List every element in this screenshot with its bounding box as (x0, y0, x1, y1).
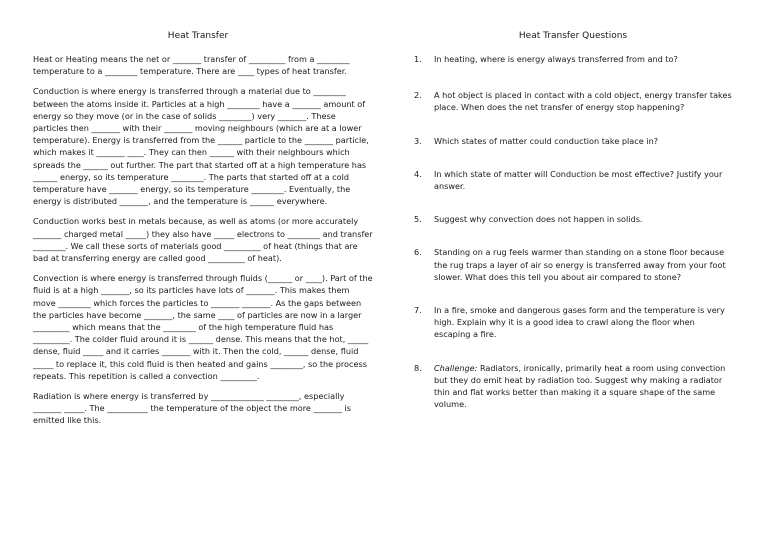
question-number: 2. (414, 90, 422, 101)
heat-transfer-notes-column (33, 31, 373, 435)
question-number: 3. (414, 135, 422, 146)
question-item (414, 53, 732, 65)
paragraph-conduction: Conduction is where energy is transferred through a material due to ________ between the atoms inside it. Particles at a high ________ have a _______ amount of energy so they move (or in the case of solids ________) very _______. These particles then _______ with their _______ moving neighbours (which are at a lower temperature). Energy is transferred from the ______ particle to the _______ particle, which makes it _______ ____. They can then ______ with their neighbours which spreads the ______ out further. The part that started off at a high temperature has ______ energy, so its temperature ________. The parts that started off at a cold temperature have _______ energy, so its temperature ________. Eventually, the energy is distributed _______, and the temperature is ______ everywhere. (33, 86, 369, 207)
question-item (414, 213, 732, 225)
paragraph-conduction-metals: Conduction works best in metals because, as well as atoms (or more accurately _______ charged metal _____) they also have _____ electrons to ________ and transfer ________. We call these sorts of materials good _________ of heat (things that are bad at transferring energy are called good _________ of heat). (33, 216, 373, 264)
question-text: Suggest why convection does not happen in solids. (434, 214, 643, 225)
question-text: In which state of matter will Conduction be most effective? Justify your answer. (434, 168, 723, 192)
question-number: 5. (414, 214, 422, 225)
question-text: Which states of matter could conduction take place in? (434, 135, 659, 146)
question-text: A hot object is placed in contact with a cold object, energy transfer takes place. When does the net transfer of energy stop happening? (434, 90, 732, 113)
question-text: In a fire, smoke and dangerous gases form and the temperature is very high. Explain why it is a good idea to crawl along the floor when escaping a fire. (434, 305, 725, 340)
question-text: Standing on a rug feels warmer than standing on a stone floor because the rug traps a layer of air so energy is transferred away from your foot slower. What does this tell you about air compared to stone? (434, 247, 726, 282)
question-text: In heating, where is energy always transferred from and to? (434, 54, 678, 64)
question-item (414, 135, 732, 147)
question-number: 4. (414, 168, 422, 179)
question-item (414, 362, 732, 411)
question-item (414, 89, 732, 113)
paragraph-heating-definition: Heat or Heating means the net or _______ transfer of _________ from a ________ temperature to a ________ temperature. There are ____ types of heat transfer. (33, 54, 350, 77)
question-item (414, 168, 732, 192)
question-number: 1. (414, 54, 422, 64)
challenge-label: Challenge: (434, 362, 478, 373)
questions-title: Heat Transfer Questions (518, 31, 628, 41)
question-number: 7. (414, 305, 422, 316)
question-number: 6. (414, 247, 422, 258)
paragraph-convection: Convection is where energy is transferred through fluids (______ or ____). Part of the fluid is at a high _______, so its particles have lots of _______. This makes them move ________ which forces the particles to _______ _______. As the gaps between the particles have become _______, the same ____ of particles are now in a larger _________ which means that the ________ of the high temperature fluid has _________. The colder fluid around it is ______ dense. This means that the hot, _____ dense, fluid _____ and it carries _______ with it. Then the cold, ______ dense, fluid _____ to replace it, this cold fluid is then heated and gains ________, so the process repeats. This repetition is called a convection _________. (33, 273, 373, 381)
question-text (434, 362, 732, 411)
notes-title: Heat Transfer (167, 31, 229, 41)
questions-column (414, 31, 732, 410)
paragraph-radiation: Radiation is where energy is transferred by _____________ ________, especially _______ _____. The __________ the temperature of the object the more _______ is emitted like this. (33, 391, 351, 426)
question-item (414, 246, 732, 283)
challenge-text: Radiators, ironically, primarily heat a room using convection but they do emit heat by radiation too. Suggest why making a radiator thin and flat works better than making it a square shape of the same volume. (434, 362, 726, 410)
question-number: 8. (414, 362, 422, 373)
question-item (414, 304, 732, 341)
